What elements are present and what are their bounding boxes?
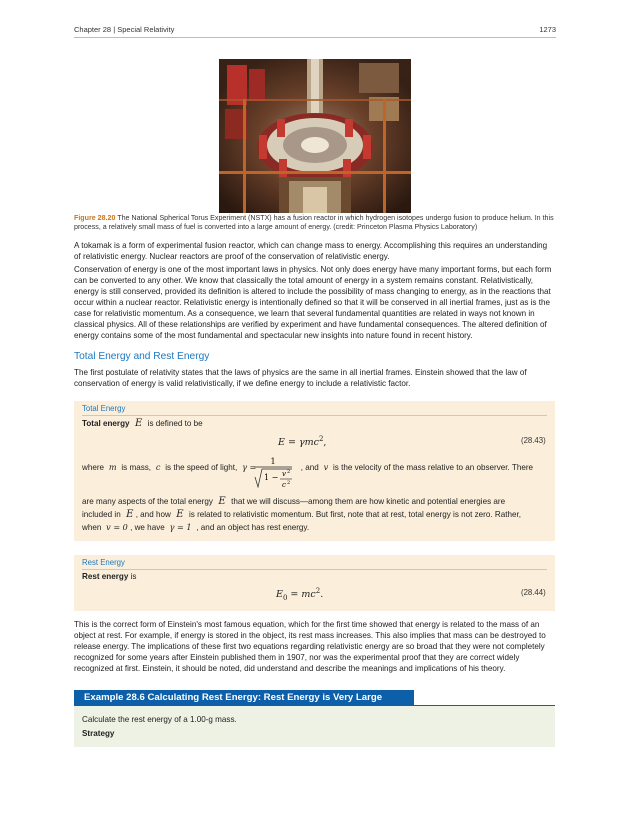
definition-text: is defined to be: [147, 419, 203, 428]
equation-number-28-43: (28.43): [521, 436, 546, 445]
svg-text:2: 2: [287, 469, 291, 475]
header-rule: [74, 37, 556, 38]
paragraph-postulate: The first postulate of relativity states that the laws of physics are the same in all inertial frames. Einstein showed that the law of conservation of energy is valid relativistically, if we define energy to include a relativistic factor.: [74, 368, 527, 388]
gamma-fraction: [252, 455, 294, 493]
rest-energy-box-title: Rest Energy: [82, 558, 125, 567]
v-equals-zero: v = 0: [103, 522, 128, 532]
rest-energy-term: Rest energy: [82, 572, 129, 581]
svg-text:c: c: [282, 481, 286, 489]
tokamak-photo: [219, 59, 411, 213]
rest-energy-box: [74, 555, 555, 611]
svg-text:2: 2: [287, 480, 291, 486]
where-line: [82, 462, 533, 472]
included-text-c: is related to relativistic momentum. But first, note that at rest, total energy is not zero. Rather,: [188, 510, 521, 519]
example-banner: [74, 690, 414, 706]
example-task: Calculate the rest energy of a 1.00-g mass.: [82, 715, 237, 724]
example-title: Example 28.6 Calculating Rest Energy: Rest Energy is Very Large: [84, 692, 383, 703]
symbol-e: E: [173, 509, 187, 520]
example-box: [74, 706, 555, 747]
equation-number-28-44: (28.44): [521, 588, 546, 597]
example-strategy-heading: Strategy: [82, 729, 115, 738]
total-energy-term: Total energy: [82, 419, 130, 428]
total-energy-box: [74, 401, 555, 541]
svg-text:1: 1: [270, 457, 276, 466]
figure-caption-text: The National Spherical Torus Experiment (NSTX) has a fusion reactor in which hydrogen isotopes undergo fusion to produce helium. In this process, a relatively small mass of fuel is converted into a large amount of energy. (credit: Princeton Plasma Physics Laboratory): [74, 214, 554, 232]
is-mass-text: is mass,: [121, 463, 152, 472]
svg-text:1 −: 1 −: [264, 473, 279, 482]
page-header: [74, 25, 556, 37]
svg-text:v: v: [282, 470, 286, 478]
rest-energy-text: , and an object has rest energy.: [196, 523, 310, 532]
gamma-equals-one: γ = 1: [167, 522, 195, 532]
figure-caption: [74, 214, 556, 233]
symbol-v: v: [321, 462, 331, 472]
symbol-m: m: [106, 462, 120, 472]
symbol-c: c: [153, 462, 163, 472]
total-energy-definition: [82, 418, 203, 429]
page-number: 1273: [539, 25, 556, 34]
symbol-e: E: [122, 509, 134, 520]
chapter-title: Chapter 28 | Special Relativity: [74, 25, 175, 34]
total-energy-box-title: Total Energy: [82, 404, 126, 413]
where-label: where: [82, 463, 105, 472]
box-title-rule: [82, 569, 547, 570]
box-title-rule: [82, 415, 547, 416]
section-heading: Total Energy and Rest Energy: [74, 351, 210, 362]
rest-energy-definition: [82, 572, 136, 581]
figure-label: Figure 28.20: [74, 214, 116, 222]
rest-energy-is: is: [130, 572, 137, 581]
paragraph-einstein: This is the correct form of Einstein's most famous equation, which for the first time showed that energy is related to the mass of an object at rest. For example, if energy is stored in the object, its rest mass increases. This also implies that mass can be destroyed to release energy. The implications of these first two equations regarding relativistic energy are so broad that they were not completely recognized for some years after Einstein published them in 1907, nor was the experimental proof that they are correct widely recognized at first. Einstein, it should be noted, did understand and describe the meanings and implications of his theory.: [74, 620, 546, 673]
paragraph-tokamak: A tokamak is a form of experimental fusion reactor, which can change mass to energy. Accomplishing this requires an understanding of relativistic energy. Nuclear reactors are proof of the conservation of relativistic energy.: [74, 241, 548, 261]
included-text-a: included in: [82, 510, 121, 519]
equation-28-43: E = γmc$^2$,: [278, 435, 327, 449]
included-line: [82, 509, 521, 520]
paragraph-conservation: Conservation of energy is one of the most important laws in physics. Not only does energy have many important forms, but each form can be converted to any other. We know that classically the total amount of energy in a system remains constant. Relativistically, energy is still conserved, provided its definition is altered to include the possibility of mass changing to energy, as in the reactions that occur within a nuclear reactor. Relativistic energy is intentionally defined so that it will be conserved in all inertial frames, just as is the case for relativistic momentum. As a consequence, we learn that several fundamental quantities are related in ways not known in classical physics. All of these relationships are verified by experiment and have fundamental consequences. The altered definition of energy contains some of the most fundamental and spectacular new insights into nature found in recent history.: [74, 265, 552, 340]
at-rest-line: [82, 522, 309, 532]
and-text: , and: [300, 463, 319, 472]
aspects-text-b: that we will discuss—among them are how kinetic and potential energies are: [231, 497, 506, 506]
speed-of-light-text: is the speed of light,: [165, 463, 238, 472]
symbol-e: E: [131, 418, 146, 429]
symbol-e: E: [215, 496, 229, 507]
velocity-text: is the velocity of the mass relative to an observer. There: [333, 463, 534, 472]
aspects-line: [82, 496, 505, 507]
included-text-b: , and how: [135, 510, 171, 519]
we-have-text: , we have: [130, 523, 165, 532]
symbol-gamma: γ =: [239, 462, 257, 472]
when-text: when: [82, 523, 102, 532]
aspects-text-a: are many aspects of the total energy: [82, 497, 213, 506]
equation-28-44: $E_0 = mc^2$.: [276, 587, 324, 603]
